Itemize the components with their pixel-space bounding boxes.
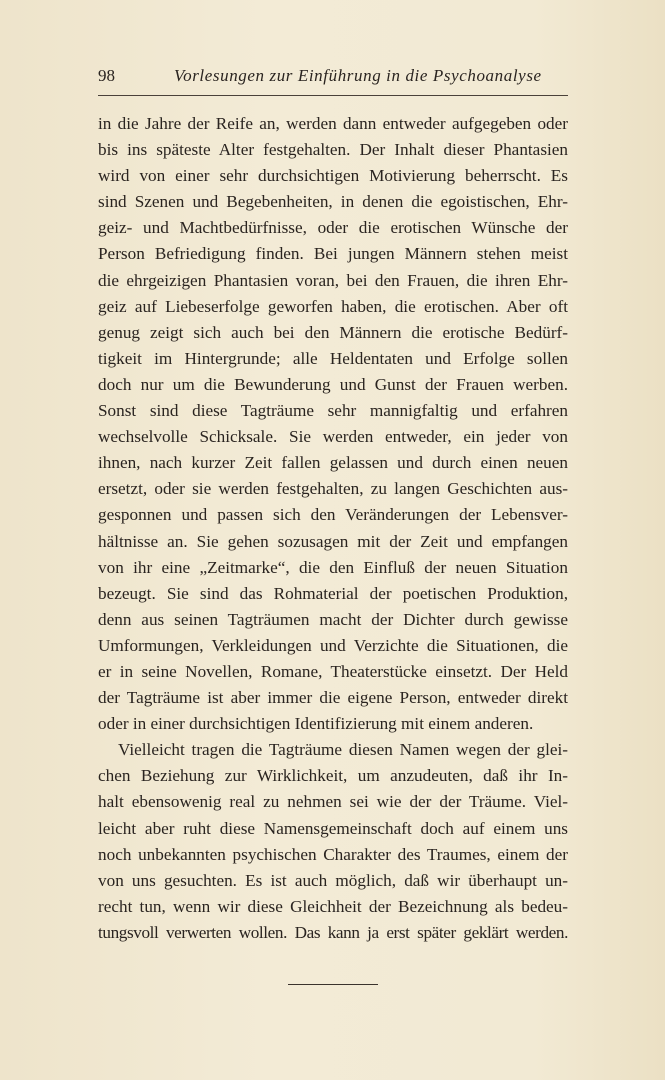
text-line: gesponnen und passen sich den Veränderungen der Lebensver- <box>98 505 568 525</box>
text-line: von ihr eine „Zeitmarke“, die den Einfluß der neuen Situation <box>98 557 568 577</box>
paragraph-start-line: Vielleicht tragen die Tagträume diesen Namen wegen der glei- <box>118 740 568 760</box>
text-line: chen Beziehung zur Wirklichkeit, um anzudeuten, daß ihr In- <box>98 766 568 786</box>
body-text <box>98 111 568 946</box>
text-line: tungsvoll verwerten wollen. Das kann ja erst später geklärt werden. <box>98 922 568 942</box>
text-line: Umformungen, Verkleidungen und Verzichte die Situationen, die <box>98 635 568 655</box>
text-line: geiz- und Machtbedürfnisse, oder die erotischen Wünsche der <box>98 218 568 238</box>
text-line: Person Befriedigung finden. Bei jungen Männern stehen meist <box>98 244 568 264</box>
text-line: tigkeit im Hintergrunde; alle Heldentaten und Erfolge sollen <box>98 348 568 368</box>
text-line: wird von einer sehr durchsichtigen Motivierung beherrscht. Es <box>98 166 568 186</box>
text-line: Sonst sind diese Tagträume sehr mannigfaltig und erfahren <box>98 401 568 421</box>
text-line: doch nur um die Bewunderung und Gunst der Frauen werben. <box>98 374 568 394</box>
text-line: bezeugt. Sie sind das Rohmaterial der poetischen Produktion, <box>98 583 568 603</box>
section-end-rule <box>288 984 378 985</box>
running-head: Vorlesungen zur Einführung in die Psychoanalyse <box>174 66 542 85</box>
text-line: er in seine Novellen, Romane, Theaterstücke einsetzt. Der Held <box>98 661 568 681</box>
text-line: genug zeigt sich auch bei den Männern die erotische Bedürf- <box>98 322 568 342</box>
text-line: wechselvolle Schicksale. Sie werden entweder, ein jeder von <box>98 427 568 447</box>
text-line: die ehrgeizigen Phantasien voran, bei den Frauen, die ihren Ehr- <box>98 270 568 290</box>
text-line: recht tun, wenn wir diese Gleichheit der Bezeichnung als bedeu- <box>98 896 568 916</box>
page-number: 98 <box>98 66 115 85</box>
text-line: leicht aber ruht diese Namensgemeinschaft doch auf einem uns <box>98 818 568 838</box>
text-line: hältnisse an. Sie gehen sozusagen mit der Zeit und empfangen <box>98 531 568 551</box>
text-line: denn aus seinen Tagträumen macht der Dichter durch gewisse <box>98 609 568 629</box>
text-line: bis ins späteste Alter festgehalten. Der Inhalt dieser Phantasien <box>98 140 568 160</box>
paragraph-end-line: oder in einer durchsichtigen Identifizierung mit einem anderen. <box>98 714 534 734</box>
text-line: geiz auf Liebeserfolge geworfen haben, die erotischen. Aber oft <box>98 296 568 316</box>
text-line: ihnen, nach kurzer Zeit fallen gelassen und durch einen neuen <box>98 453 568 473</box>
header-divider <box>98 95 568 96</box>
text-line: ersetzt, oder sie werden festgehalten, zu langen Geschichten aus- <box>98 479 568 499</box>
page-header <box>98 66 568 88</box>
text-line: von uns gesuchten. Es ist auch möglich, daß wir überhaupt un- <box>98 870 568 890</box>
text-line: sind Szenen und Begebenheiten, in denen die egoistischen, Ehr- <box>98 192 568 212</box>
text-line: der Tagträume ist aber immer die eigene Person, entweder direkt <box>98 688 568 708</box>
text-line: in die Jahre der Reife an, werden dann entweder aufgegeben oder <box>98 114 568 133</box>
text-line: halt ebensowenig real zu nehmen sei wie der der Träume. Viel- <box>98 792 568 812</box>
text-line: noch unbekannten psychischen Charakter des Traumes, einem der <box>98 844 568 864</box>
